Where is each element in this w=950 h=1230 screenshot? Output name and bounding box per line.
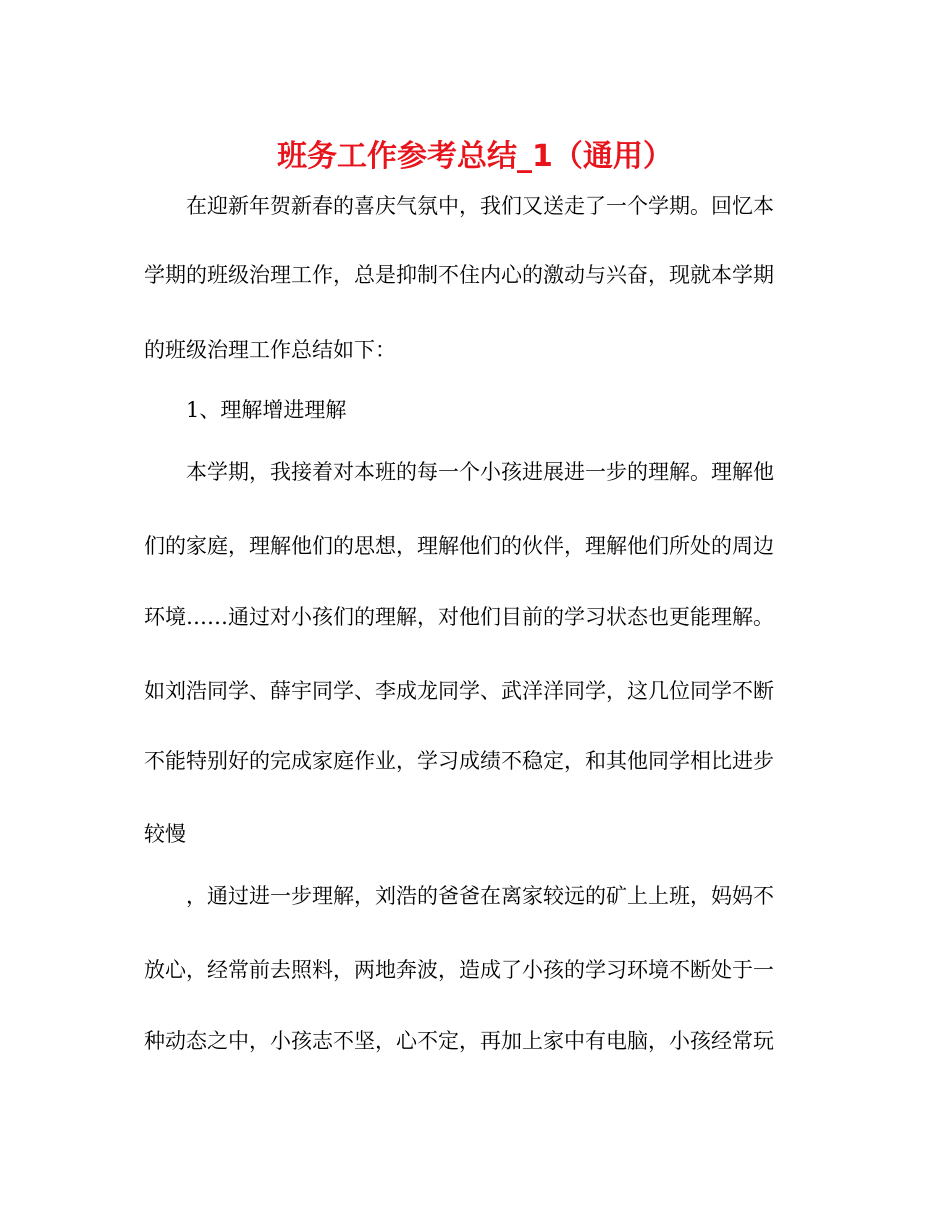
body-line: 环境……通过对小孩们的理解，对他们目前的学习状态也更能理解。: [144, 605, 774, 629]
body-line: 种动态之中，小孩志不坚，心不定，再加上家中有电脑，小孩经常玩: [144, 1029, 774, 1053]
body-line: 在迎新年贺新春的喜庆气氛中，我们又送走了一个学期。回忆本: [144, 194, 774, 218]
body-line: 们的家庭，理解他们的思想，理解他们的伙伴，理解他们所处的周边: [144, 534, 774, 558]
body-line: 不能特别好的完成家庭作业，学习成绩不稳定，和其他同学相比进步: [144, 749, 774, 773]
body-line: 本学期，我接着对本班的每一个小孩进展进一步的理解。理解他: [144, 460, 774, 484]
section-heading: 1、理解增进理解: [144, 398, 347, 422]
body-line: ，通过进一步理解，刘浩的爸爸在离家较远的矿上上班，妈妈不: [144, 884, 774, 908]
body-line: 如刘浩同学、薛宇同学、李成龙同学、武洋洋同学，这几位同学不断: [144, 679, 774, 703]
body-line: 较慢: [144, 822, 186, 846]
document-title: 班务工作参考总结_1（通用）: [277, 139, 673, 174]
body-line: 放心，经常前去照料，两地奔波，造成了小孩的学习环境不断处于一: [144, 958, 774, 982]
body-line: 的班级治理工作总结如下：: [144, 338, 396, 362]
body-line: 学期的班级治理工作，总是抑制不住内心的激动与兴奋，现就本学期: [144, 263, 774, 287]
